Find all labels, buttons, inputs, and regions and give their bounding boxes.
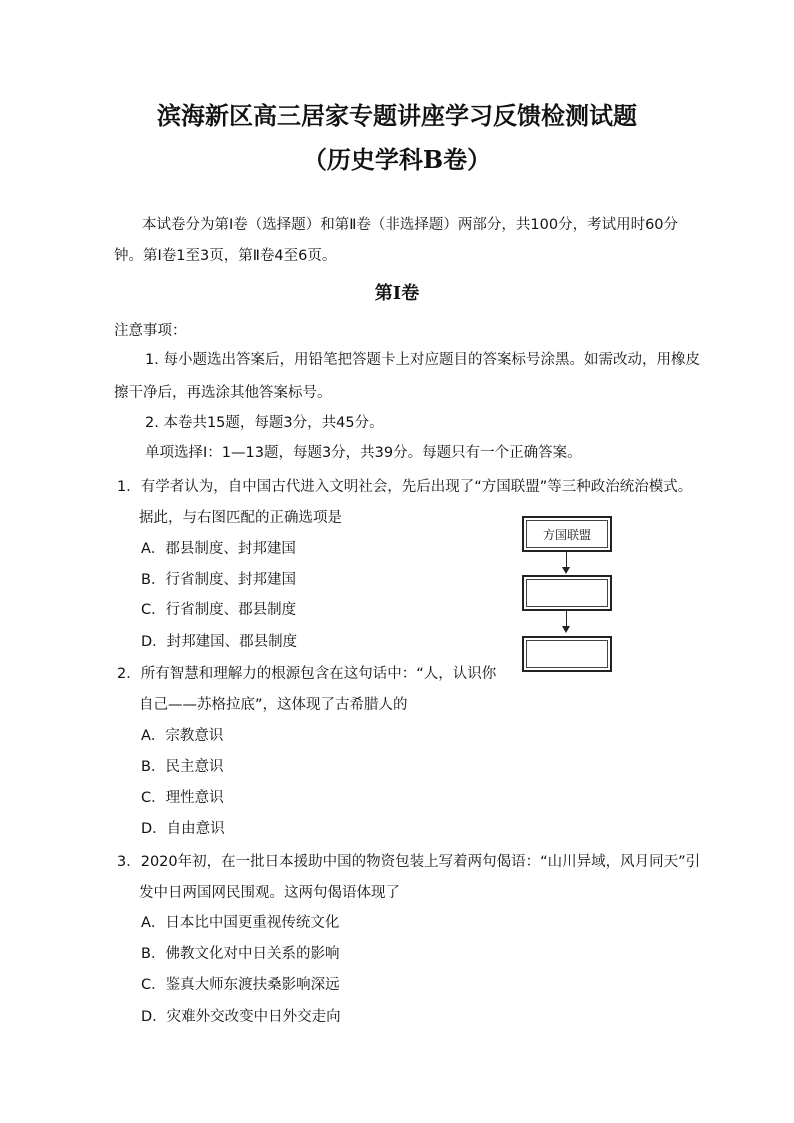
notes-item-1-line-2: 擦干净后，再选涂其他答案标号。 xyxy=(114,385,332,401)
page-title-line-2: （历史学科B卷） xyxy=(302,145,492,174)
flow-diagram xyxy=(522,516,612,674)
question-3-stem-line-1: 3．2020年初，在一批日本援助中国的物资包装上写着两句偈语：“山川异域，风月同天”引 xyxy=(117,854,701,870)
question-3-option-d: D．灾难外交改变中日外交走向 xyxy=(141,1009,341,1025)
notes-item-2: 2. 本卷共15题，每题3分，共45分。 xyxy=(145,415,384,431)
question-1-stem-line-1: 1．有学者认为，自中国古代进入文明社会，先后出现了“方国联盟”等三种政治统治模式。 xyxy=(117,479,693,495)
question-1-option-a: A．郡县制度、封邦建国 xyxy=(141,541,296,557)
section-heading: 第Ⅰ卷 xyxy=(374,283,420,304)
question-3-stem-line-2: 发中日两国网民围观。这两句偈语体现了 xyxy=(139,885,400,901)
notes-label: 注意事项： xyxy=(114,323,187,339)
question-1-stem-line-2: 据此，与右图匹配的正确选项是 xyxy=(139,510,342,526)
notes-item-1-line-1: 1. 每小题选出答案后，用铅笔把答题卡上对应题目的答案标号涂黑。如需改动，用橡皮 xyxy=(145,352,700,368)
question-3-option-c: C．鉴真大师东渡扶桑影响深远 xyxy=(141,977,340,993)
question-1-option-c: C．行省制度、郡县制度 xyxy=(141,602,297,618)
question-2-option-c: C．理性意识 xyxy=(141,790,224,806)
page-title-line-1: 滨海新区高三居家专题讲座学习反馈检测试题 xyxy=(157,101,637,130)
single-choice-instruction: 单项选择Ⅰ：1—13题，每题3分，共39分。每题只有一个正确答案。 xyxy=(145,445,582,461)
intro-line-1: 本试卷分为第Ⅰ卷（选择题）和第Ⅱ卷（非选择题）两部分，共100分，考试用时60分 xyxy=(142,217,679,233)
question-2-stem-line-2: 自己——苏格拉底”，这体现了古希腊人的 xyxy=(139,697,408,713)
question-1-option-b: B．行省制度、封邦建国 xyxy=(141,572,296,588)
flow-box-blank-1 xyxy=(522,575,612,611)
flow-box-blank-2 xyxy=(522,636,612,672)
question-3-option-b: B．佛教文化对中日关系的影响 xyxy=(141,946,340,962)
flow-arrow-1 xyxy=(566,552,567,568)
question-1-option-d: D．封邦建国、郡县制度 xyxy=(141,634,298,650)
flow-box-fangguo-lianmeng: 方国联盟 xyxy=(522,516,612,552)
intro-line-2: 钟。第Ⅰ卷1至3页，第Ⅱ卷4至6页。 xyxy=(114,248,337,264)
question-3-option-a: A．日本比中国更重视传统文化 xyxy=(141,915,340,931)
flow-arrow-2 xyxy=(566,611,567,627)
question-2-stem-line-1: 2．所有智慧和理解力的根源包含在这句话中：“人，认识你 xyxy=(117,666,497,682)
question-2-option-d: D．自由意识 xyxy=(141,821,225,837)
question-2-option-a: A．宗教意识 xyxy=(141,728,224,744)
question-2-option-b: B．民主意识 xyxy=(141,759,224,775)
